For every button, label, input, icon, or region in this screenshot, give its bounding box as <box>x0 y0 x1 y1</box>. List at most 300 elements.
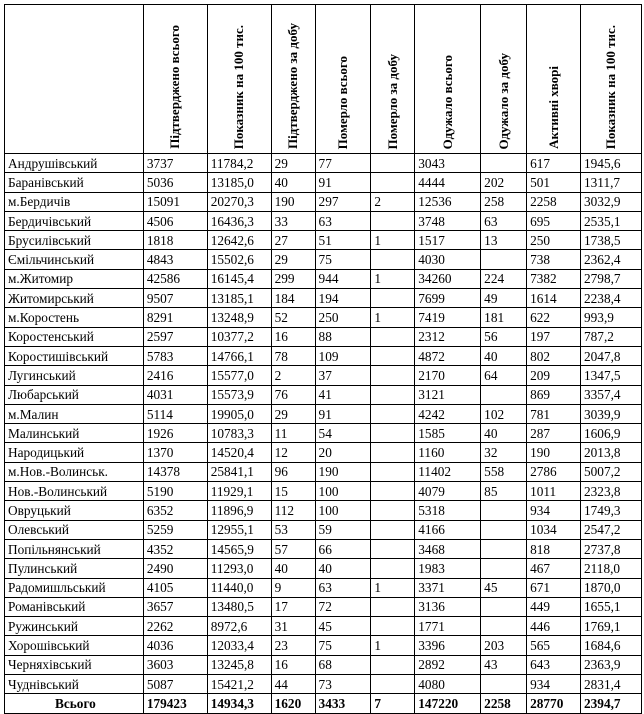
value-cell <box>371 154 415 173</box>
table-row <box>5 501 642 520</box>
value-cell <box>371 211 415 230</box>
value-cell <box>371 559 415 578</box>
value-cell: 78 <box>271 346 315 365</box>
value-cell: 1347,5 <box>581 366 642 385</box>
value-cell <box>371 617 415 636</box>
value-cell: 57 <box>271 539 315 558</box>
value-cell: 3396 <box>415 636 481 655</box>
value-cell: 3748 <box>415 211 481 230</box>
value-cell: 467 <box>527 559 581 578</box>
total-value-cell: 147220 <box>415 694 481 713</box>
value-cell: 5259 <box>143 520 207 539</box>
value-cell: 11784,2 <box>207 154 271 173</box>
value-cell: 23 <box>271 636 315 655</box>
value-cell: 17 <box>271 597 315 616</box>
value-cell: 45 <box>315 617 371 636</box>
value-cell: 993,9 <box>581 308 642 327</box>
value-cell: 1 <box>371 636 415 655</box>
header-cell: Підтверджено за добу <box>271 5 315 154</box>
value-cell: 3657 <box>143 597 207 616</box>
value-cell: 4444 <box>415 173 481 192</box>
value-cell: 5087 <box>143 675 207 694</box>
value-cell: 64 <box>481 366 527 385</box>
value-cell <box>481 520 527 539</box>
value-cell: 2798,7 <box>581 269 642 288</box>
value-cell: 5190 <box>143 482 207 501</box>
district-name-cell: м.Малин <box>5 404 144 423</box>
value-cell: 190 <box>527 443 581 462</box>
value-cell: 16436,3 <box>207 211 271 230</box>
value-cell <box>371 443 415 462</box>
value-cell: 1034 <box>527 520 581 539</box>
value-cell: 2597 <box>143 327 207 346</box>
value-cell <box>371 366 415 385</box>
district-name-cell: Нов.-Волинський <box>5 482 144 501</box>
value-cell <box>481 154 527 173</box>
value-cell: 8972,6 <box>207 617 271 636</box>
value-cell: 14378 <box>143 462 207 481</box>
total-value-cell: 3433 <box>315 694 371 713</box>
value-cell: 75 <box>315 250 371 269</box>
value-cell: 1738,5 <box>581 231 642 250</box>
table-row <box>5 578 642 597</box>
value-cell: 1983 <box>415 559 481 578</box>
value-cell: 68 <box>315 655 371 674</box>
table-row <box>5 154 642 173</box>
value-cell: 91 <box>315 173 371 192</box>
value-cell: 2737,8 <box>581 539 642 558</box>
value-cell: 181 <box>481 308 527 327</box>
value-cell: 51 <box>315 231 371 250</box>
value-cell <box>371 173 415 192</box>
value-cell <box>371 289 415 308</box>
table-row <box>5 211 642 230</box>
value-cell: 787,2 <box>581 327 642 346</box>
value-cell: 5318 <box>415 501 481 520</box>
value-cell: 29 <box>271 250 315 269</box>
value-cell: 102 <box>481 404 527 423</box>
value-cell: 40 <box>315 559 371 578</box>
value-cell: 20 <box>315 443 371 462</box>
district-name-cell: Коростишівський <box>5 346 144 365</box>
value-cell: 2170 <box>415 366 481 385</box>
value-cell: 3032,9 <box>581 192 642 211</box>
table-row <box>5 192 642 211</box>
header-cell: Одужало за добу <box>481 5 527 154</box>
district-name-cell: Малинський <box>5 424 144 443</box>
table-row <box>5 366 642 385</box>
value-cell <box>371 385 415 404</box>
value-cell: 1945,6 <box>581 154 642 173</box>
total-value-cell: 7 <box>371 694 415 713</box>
value-cell: 15091 <box>143 192 207 211</box>
value-cell: 565 <box>527 636 581 655</box>
value-cell: 802 <box>527 346 581 365</box>
value-cell: 109 <box>315 346 371 365</box>
value-cell: 11 <box>271 424 315 443</box>
value-cell: 1870,0 <box>581 578 642 597</box>
table-row <box>5 539 642 558</box>
value-cell: 2 <box>271 366 315 385</box>
district-name-cell: Любарський <box>5 385 144 404</box>
value-cell: 2535,1 <box>581 211 642 230</box>
value-cell: 643 <box>527 655 581 674</box>
header-cell: Померло за добу <box>371 5 415 154</box>
value-cell <box>481 617 527 636</box>
value-cell: 7382 <box>527 269 581 288</box>
value-cell: 16 <box>271 327 315 346</box>
value-cell <box>371 539 415 558</box>
value-cell: 16145,4 <box>207 269 271 288</box>
table-row <box>5 443 642 462</box>
value-cell: 12 <box>271 443 315 462</box>
value-cell: 5783 <box>143 346 207 365</box>
district-name-cell: Лугинський <box>5 366 144 385</box>
value-cell: 66 <box>315 539 371 558</box>
value-cell: 1517 <box>415 231 481 250</box>
district-name-cell: Романівський <box>5 597 144 616</box>
value-cell: 75 <box>315 636 371 655</box>
value-cell: 3468 <box>415 539 481 558</box>
header-cell: Показник на 100 тис. <box>207 5 271 154</box>
header-cell: Одужало всього <box>415 5 481 154</box>
table-row <box>5 250 642 269</box>
value-cell: 1 <box>371 578 415 597</box>
value-cell: 3603 <box>143 655 207 674</box>
value-cell: 72 <box>315 597 371 616</box>
value-cell: 202 <box>481 173 527 192</box>
district-name-cell: м.Житомир <box>5 269 144 288</box>
value-cell: 287 <box>527 424 581 443</box>
district-name-cell: Ємільчинський <box>5 250 144 269</box>
value-cell: 1585 <box>415 424 481 443</box>
value-cell: 15421,2 <box>207 675 271 694</box>
value-cell: 2547,2 <box>581 520 642 539</box>
value-cell: 934 <box>527 501 581 520</box>
value-cell: 2362,4 <box>581 250 642 269</box>
value-cell: 250 <box>527 231 581 250</box>
value-cell: 2363,9 <box>581 655 642 674</box>
value-cell: 2416 <box>143 366 207 385</box>
value-cell: 4242 <box>415 404 481 423</box>
value-cell: 869 <box>527 385 581 404</box>
value-cell: 2262 <box>143 617 207 636</box>
value-cell: 8291 <box>143 308 207 327</box>
value-cell: 43 <box>481 655 527 674</box>
value-cell: 4166 <box>415 520 481 539</box>
value-cell: 9507 <box>143 289 207 308</box>
table-row <box>5 385 642 404</box>
header-cell <box>5 5 144 154</box>
table-row <box>5 655 642 674</box>
value-cell <box>371 462 415 481</box>
value-cell: 1818 <box>143 231 207 250</box>
district-name-cell: Народицький <box>5 443 144 462</box>
district-name-cell: Брусилівський <box>5 231 144 250</box>
value-cell: 1769,1 <box>581 617 642 636</box>
value-cell: 88 <box>315 327 371 346</box>
district-name-cell: Олевський <box>5 520 144 539</box>
header-cell: Показник на 100 тис. <box>581 5 642 154</box>
value-cell <box>481 559 527 578</box>
document-page <box>2 0 642 711</box>
value-cell: 1655,1 <box>581 597 642 616</box>
value-cell: 27 <box>271 231 315 250</box>
value-cell: 15573,9 <box>207 385 271 404</box>
table-row <box>5 231 642 250</box>
value-cell: 258 <box>481 192 527 211</box>
total-value-cell: 14934,3 <box>207 694 271 713</box>
value-cell: 2047,8 <box>581 346 642 365</box>
value-cell: 194 <box>315 289 371 308</box>
value-cell: 15502,6 <box>207 250 271 269</box>
value-cell <box>371 346 415 365</box>
value-cell: 5036 <box>143 173 207 192</box>
value-cell: 297 <box>315 192 371 211</box>
value-cell: 112 <box>271 501 315 520</box>
district-name-cell: Пулинський <box>5 559 144 578</box>
value-cell: 4079 <box>415 482 481 501</box>
value-cell: 3136 <box>415 597 481 616</box>
value-cell: 1606,9 <box>581 424 642 443</box>
value-cell: 781 <box>527 404 581 423</box>
value-cell: 16 <box>271 655 315 674</box>
district-name-cell: Радомишльський <box>5 578 144 597</box>
value-cell: 11929,1 <box>207 482 271 501</box>
value-cell: 671 <box>527 578 581 597</box>
value-cell: 42586 <box>143 269 207 288</box>
value-cell: 738 <box>527 250 581 269</box>
value-cell: 4036 <box>143 636 207 655</box>
value-cell: 32 <box>481 443 527 462</box>
district-name-cell: Чуднівський <box>5 675 144 694</box>
value-cell: 63 <box>315 578 371 597</box>
total-value-cell: 1620 <box>271 694 315 713</box>
value-cell: 11896,9 <box>207 501 271 520</box>
value-cell <box>371 501 415 520</box>
table-body <box>5 154 642 714</box>
value-cell: 190 <box>315 462 371 481</box>
district-name-cell: м.Нов.-Волинськ. <box>5 462 144 481</box>
value-cell: 2118,0 <box>581 559 642 578</box>
value-cell: 2786 <box>527 462 581 481</box>
value-cell: 2 <box>371 192 415 211</box>
value-cell: 12955,1 <box>207 520 271 539</box>
value-cell: 2831,4 <box>581 675 642 694</box>
value-cell: 1 <box>371 269 415 288</box>
value-cell: 3043 <box>415 154 481 173</box>
value-cell: 45 <box>481 578 527 597</box>
value-cell: 59 <box>315 520 371 539</box>
value-cell: 818 <box>527 539 581 558</box>
value-cell: 13480,5 <box>207 597 271 616</box>
value-cell: 3357,4 <box>581 385 642 404</box>
value-cell: 15 <box>271 482 315 501</box>
table-row <box>5 424 642 443</box>
value-cell <box>371 424 415 443</box>
value-cell: 4105 <box>143 578 207 597</box>
value-cell: 4031 <box>143 385 207 404</box>
value-cell: 1011 <box>527 482 581 501</box>
value-cell: 209 <box>527 366 581 385</box>
header-row <box>5 5 642 154</box>
value-cell: 617 <box>527 154 581 173</box>
value-cell: 7699 <box>415 289 481 308</box>
value-cell: 250 <box>315 308 371 327</box>
district-name-cell: Хорошівський <box>5 636 144 655</box>
value-cell: 3121 <box>415 385 481 404</box>
value-cell: 85 <box>481 482 527 501</box>
value-cell: 4506 <box>143 211 207 230</box>
value-cell: 56 <box>481 327 527 346</box>
value-cell: 40 <box>271 173 315 192</box>
value-cell: 14766,1 <box>207 346 271 365</box>
value-cell: 2490 <box>143 559 207 578</box>
value-cell: 63 <box>481 211 527 230</box>
table-row <box>5 269 642 288</box>
value-cell: 446 <box>527 617 581 636</box>
table-row <box>5 597 642 616</box>
value-cell: 63 <box>315 211 371 230</box>
value-cell: 4030 <box>415 250 481 269</box>
value-cell: 6352 <box>143 501 207 520</box>
value-cell: 2013,8 <box>581 443 642 462</box>
district-name-cell: Житомирський <box>5 289 144 308</box>
value-cell: 1684,6 <box>581 636 642 655</box>
value-cell: 12536 <box>415 192 481 211</box>
value-cell: 1771 <box>415 617 481 636</box>
header-cell: Підтверджено всього <box>143 5 207 154</box>
value-cell: 1370 <box>143 443 207 462</box>
table-row <box>5 327 642 346</box>
value-cell: 13 <box>481 231 527 250</box>
table-row <box>5 404 642 423</box>
covid-statistics-table <box>4 4 642 714</box>
value-cell <box>481 501 527 520</box>
value-cell: 15577,0 <box>207 366 271 385</box>
value-cell <box>481 539 527 558</box>
district-name-cell: Ружинський <box>5 617 144 636</box>
value-cell: 5114 <box>143 404 207 423</box>
total-value-cell: 2258 <box>481 694 527 713</box>
value-cell: 52 <box>271 308 315 327</box>
value-cell: 29 <box>271 404 315 423</box>
value-cell: 184 <box>271 289 315 308</box>
district-name-cell: м.Коростень <box>5 308 144 327</box>
value-cell: 7419 <box>415 308 481 327</box>
value-cell: 13185,1 <box>207 289 271 308</box>
value-cell: 49 <box>481 289 527 308</box>
value-cell: 190 <box>271 192 315 211</box>
value-cell: 34260 <box>415 269 481 288</box>
value-cell <box>371 482 415 501</box>
table-row <box>5 308 642 327</box>
value-cell: 37 <box>315 366 371 385</box>
value-cell: 40 <box>481 346 527 365</box>
value-cell: 1614 <box>527 289 581 308</box>
district-name-cell: Черняхівський <box>5 655 144 674</box>
value-cell: 2312 <box>415 327 481 346</box>
district-name-cell: Попільнянський <box>5 539 144 558</box>
value-cell: 13185,0 <box>207 173 271 192</box>
value-cell: 203 <box>481 636 527 655</box>
table-row <box>5 462 642 481</box>
value-cell: 77 <box>315 154 371 173</box>
value-cell <box>481 675 527 694</box>
value-cell: 31 <box>271 617 315 636</box>
value-cell: 5007,2 <box>581 462 642 481</box>
value-cell: 40 <box>271 559 315 578</box>
district-name-cell: Коростенський <box>5 327 144 346</box>
table-row <box>5 617 642 636</box>
value-cell: 197 <box>527 327 581 346</box>
value-cell: 2323,8 <box>581 482 642 501</box>
district-name-cell: Андрушівський <box>5 154 144 173</box>
value-cell <box>371 404 415 423</box>
value-cell <box>371 520 415 539</box>
value-cell: 1 <box>371 308 415 327</box>
table-row <box>5 482 642 501</box>
total-value-cell: 28770 <box>527 694 581 713</box>
table-row <box>5 559 642 578</box>
value-cell: 1926 <box>143 424 207 443</box>
value-cell: 4080 <box>415 675 481 694</box>
total-value-cell: 179423 <box>143 694 207 713</box>
value-cell: 10377,2 <box>207 327 271 346</box>
table-row <box>5 675 642 694</box>
value-cell <box>371 250 415 269</box>
value-cell: 9 <box>271 578 315 597</box>
value-cell <box>481 250 527 269</box>
value-cell: 20270,3 <box>207 192 271 211</box>
value-cell: 96 <box>271 462 315 481</box>
district-name-cell: Овруцький <box>5 501 144 520</box>
value-cell: 1160 <box>415 443 481 462</box>
value-cell: 1311,7 <box>581 173 642 192</box>
value-cell: 501 <box>527 173 581 192</box>
value-cell: 695 <box>527 211 581 230</box>
value-cell: 934 <box>527 675 581 694</box>
district-name-cell: Бердичівський <box>5 211 144 230</box>
value-cell: 33 <box>271 211 315 230</box>
value-cell <box>371 675 415 694</box>
value-cell <box>481 385 527 404</box>
total-value-cell: 2394,7 <box>581 694 642 713</box>
header-cell: Померло всього <box>315 5 371 154</box>
value-cell: 40 <box>481 424 527 443</box>
value-cell: 29 <box>271 154 315 173</box>
value-cell: 41 <box>315 385 371 404</box>
value-cell: 14520,4 <box>207 443 271 462</box>
table-row <box>5 173 642 192</box>
value-cell: 100 <box>315 482 371 501</box>
value-cell <box>371 655 415 674</box>
value-cell: 2258 <box>527 192 581 211</box>
value-cell: 4352 <box>143 539 207 558</box>
value-cell: 3737 <box>143 154 207 173</box>
value-cell: 1749,3 <box>581 501 642 520</box>
value-cell: 11402 <box>415 462 481 481</box>
value-cell: 2892 <box>415 655 481 674</box>
value-cell: 299 <box>271 269 315 288</box>
value-cell <box>371 327 415 346</box>
value-cell: 76 <box>271 385 315 404</box>
value-cell: 91 <box>315 404 371 423</box>
district-name-cell: Баранівський <box>5 173 144 192</box>
district-name-cell: м.Бердичів <box>5 192 144 211</box>
value-cell <box>371 597 415 616</box>
header-cell: Активні хворі <box>527 5 581 154</box>
